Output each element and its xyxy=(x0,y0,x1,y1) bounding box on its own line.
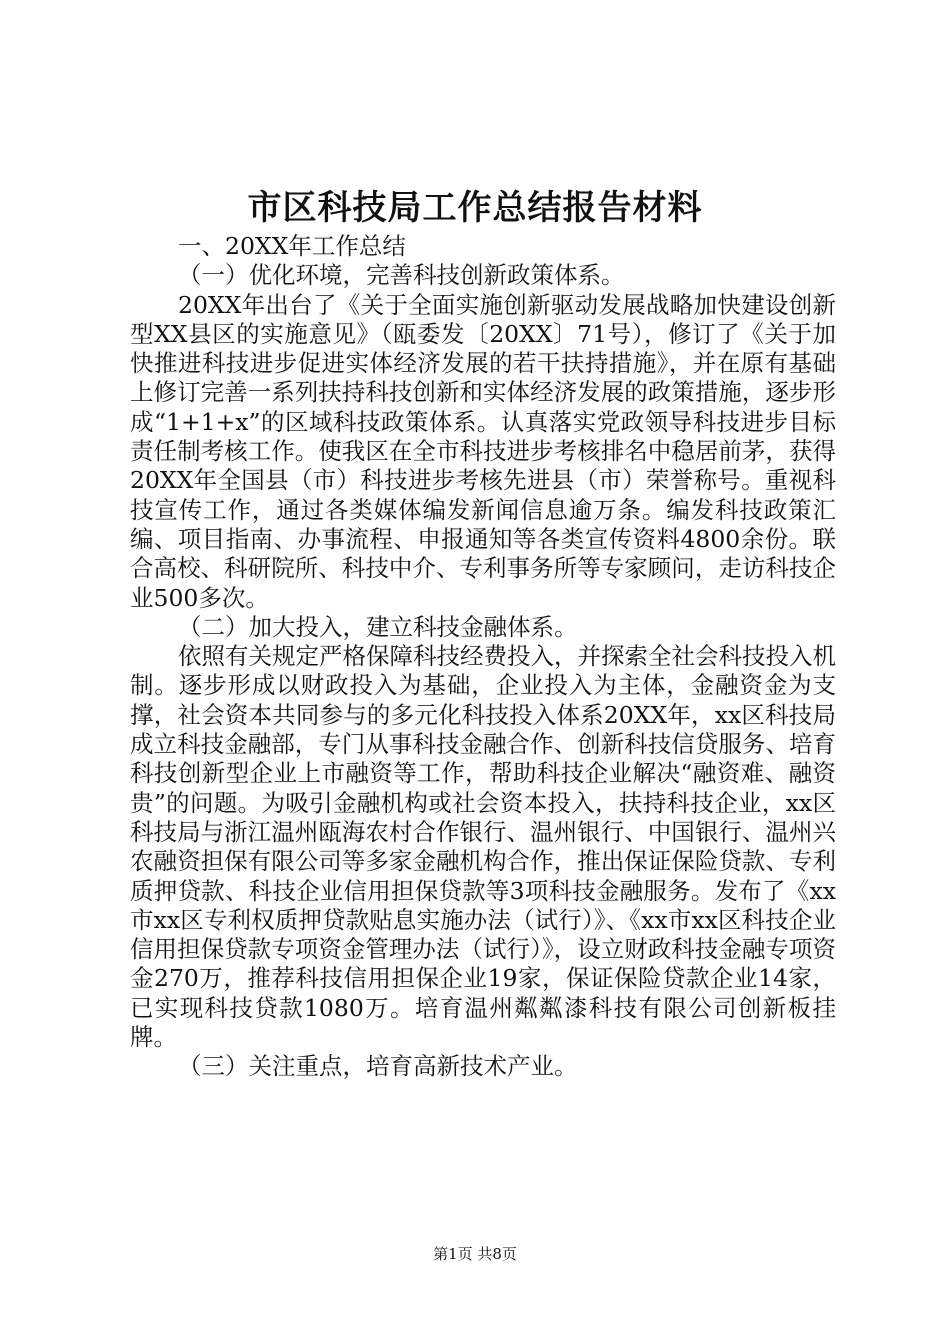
body-paragraph: 20XX年出台了《关于全面实施创新驱动发展战略加快建设创新型XX县区的实施意见》（瓯委发〔20XX〕71号），修订了《关于加快推进科技进步促进实体经济发展的若干扶持措施》，并在原有基础上修订完善一系列扶持科技创新和实体经济发展的政策措施，逐步形成“1+1+x”的区域科技政策体系。认真落实党政领导科技进步目标责任制考核工作。使我区在全市科技进步考核排名中稳居前茅，获得20XX年全国县（市）科技进步考核先进县（市）荣誉称号。重视科技宣传工作，通过各类媒体编发新闻信息逾万条。编发科技政策汇编、项目指南、办事流程、申报通知等各类宣传资料4800余份。联合高校、科研院所、科技中介、专利事务所等专家顾问，走访科技企业500多次。 xyxy=(130,290,836,612)
subsection-heading: （二）加大投入，建立科技金融体系。 xyxy=(178,612,578,641)
page-number-footer: 第1页 共8页 xyxy=(433,1245,517,1263)
document-body xyxy=(130,232,836,1082)
section-heading: 一、20XX年工作总结 xyxy=(178,232,406,260)
document-title: 市区科技局工作总结报告材料 xyxy=(247,188,703,228)
body-paragraph: 依照有关规定严格保障科技经费投入，并探索全社会科技投入机制。逐步形成以财政投入为基础，企业投入为主体，金融资金为支撑，社会资本共同参与的多元化科技投入体系20XX年，xx区科技局成立科技金融部，专门从事科技金融合作、创新科技信贷服务、培育科技创新型企业上市融资等工作，帮助科技企业解决“融资难、融资贵”的问题。为吸引金融机构或社会资本投入，扶持科技企业，xx区科技局与浙江温州瓯海农村合作银行、温州银行、中国银行、温州兴农融资担保有限公司等多家金融机构合作，推出保证保险贷款、专利质押贷款、科技企业信用担保贷款等3项科技金融服务。发布了《xx市xx区专利权质押贷款贴息实施办法（试行）》、《xx市xx区科技企业信用担保贷款专项资金管理办法（试行）》，设立财政科技金融专项资金270万，推荐科技信用担保企业19家，保证保险贷款企业14家，已实现科技贷款1080万。培育温州粼粼漆科技有限公司创新板挂牌。 xyxy=(130,642,836,1052)
subsection-heading: （一）优化环境，完善科技创新政策体系。 xyxy=(178,261,625,290)
subsection-heading: （三）关注重点，培育高新技术产业。 xyxy=(178,1052,578,1081)
